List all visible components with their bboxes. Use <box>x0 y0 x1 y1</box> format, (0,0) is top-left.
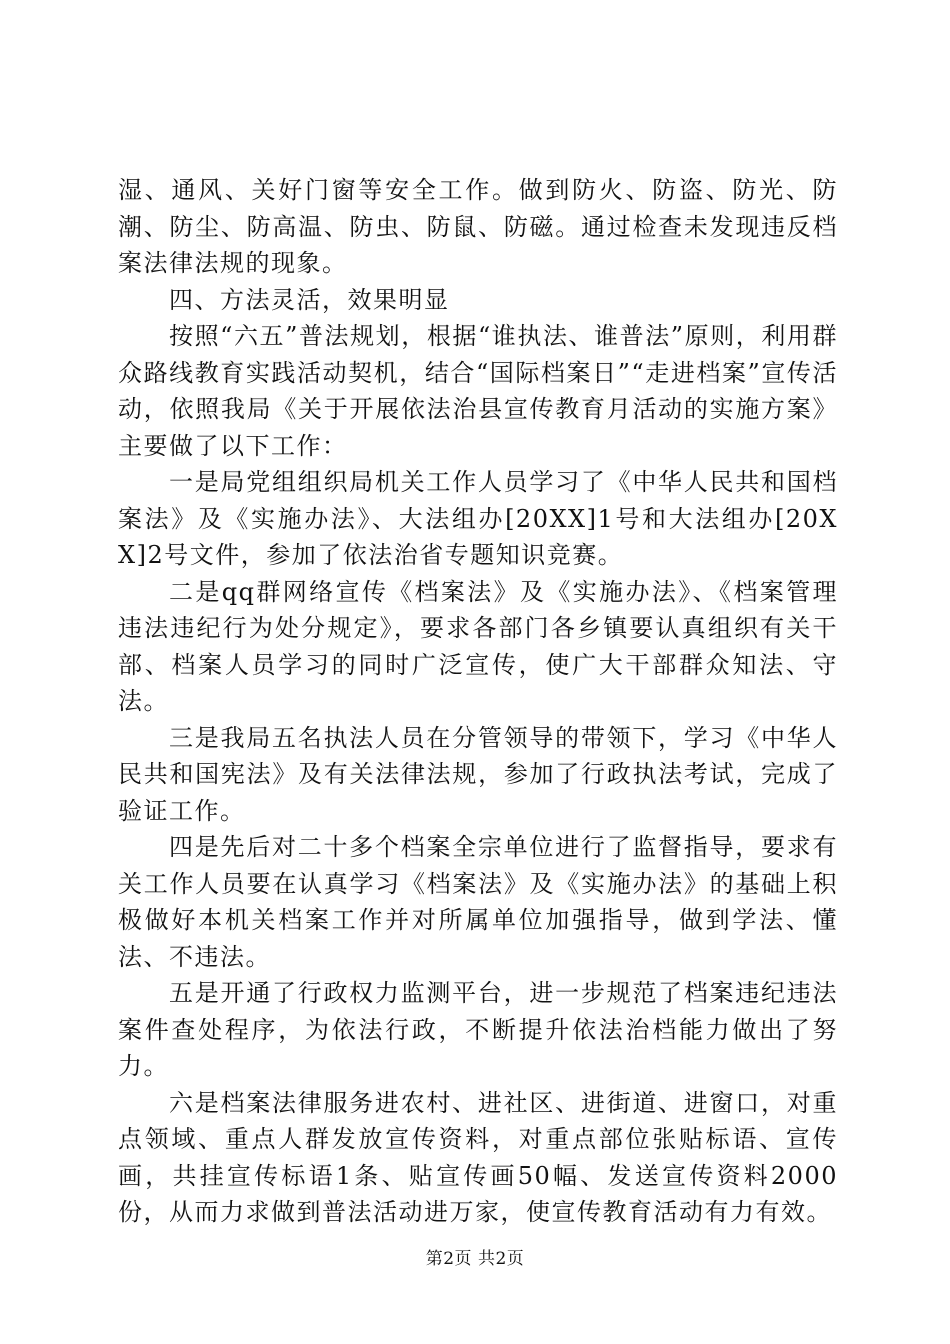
paragraph-continuation: 湿、通风、关好门窗等安全工作。做到防火、防盗、防光、防潮、防尘、防高温、防虫、防鼠、防磁。通过检查未发现违反档案法律法规的现象。 <box>118 176 838 277</box>
paragraph-item-2: 二是qq群网络宣传《档案法》及《实施办法》、《档案管理违法违纪行为处分规定》，要求各部门各乡镇要认真组织有关干部、档案人员学习的同时广泛宣传，使广大干部群众知法、守法。 <box>118 577 838 715</box>
page-footer: 第2页 共2页 <box>425 1249 525 1269</box>
paragraph-intro: 按照“六五”普法规划，根据“谁执法、谁普法”原则，利用群众路线教育实践活动契机，结合“国际档案日”“走进档案”宣传活动，依照我局《关于开展依法治县宣传教育月活动的实施方案》主要做了以下工作： <box>118 322 838 460</box>
paragraph-item-3: 三是我局五名执法人员在分管领导的带领下，学习《中华人民共和国宪法》及有关法律法规，参加了行政执法考试，完成了验证工作。 <box>118 723 838 825</box>
paragraph-item-1: 一是局党组组织局机关工作人员学习了《中华人民共和国档案法》及《实施办法》、大法组办[20XX]1号和大法组办[20XX]2号文件，参加了依法治省专题知识竞赛。 <box>118 468 838 569</box>
paragraph-item-5: 五是开通了行政权力监测平台，进一步规范了档案违纪违法案件查处程序，为依法行政，不断提升依法治档能力做出了努力。 <box>118 979 838 1080</box>
paragraph-item-4: 四是先后对二十多个档案全宗单位进行了监督指导，要求有关工作人员要在认真学习《档案法》及《实施办法》的基础上积极做好本机关档案工作并对所属单位加强指导，做到学法、懂法、不违法。 <box>118 833 838 971</box>
document-body <box>118 172 838 1231</box>
paragraph-item-6: 六是档案法律服务进农村、进社区、进街道、进窗口，对重点领域、重点人群发放宣传资料，对重点部位张贴标语、宣传画，共挂宣传标语1条、贴宣传画50幅、发送宣传资料2000份，从而力求做到普法活动进万家，使宣传教育活动有力有效。 <box>118 1088 838 1226</box>
section-heading: 四、方法灵活，效果明显 <box>169 285 450 314</box>
